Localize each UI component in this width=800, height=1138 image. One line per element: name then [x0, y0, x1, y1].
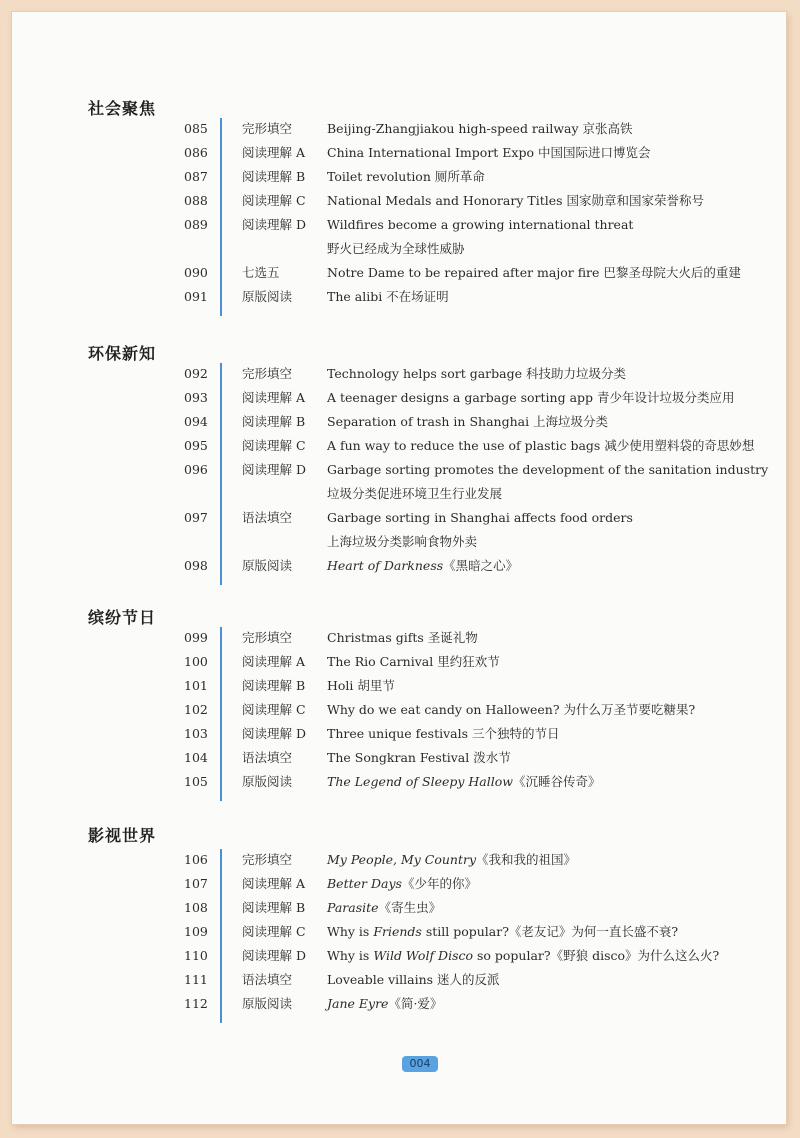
item-title-italic: The Legend of Sleepy Hallow [327, 774, 513, 789]
toc-row[interactable] [12, 944, 786, 968]
item-type: 原版阅读 [242, 558, 293, 573]
item-type: 完形填空 [242, 366, 293, 381]
item-type: 阅读理解 B [242, 900, 306, 915]
item-title: Technology helps sort garbage 科技助力垃圾分类 [327, 366, 626, 381]
item-number: 095 [184, 438, 208, 453]
item-title: Toilet revolution 厕所革命 [327, 169, 485, 184]
item-title: Three unique festivals 三个独特的节日 [327, 726, 560, 741]
item-title-italic: Parasite [327, 900, 379, 915]
item-title [327, 992, 442, 1016]
item-number: 108 [184, 900, 208, 915]
item-type: 原版阅读 [242, 996, 293, 1011]
item-title-pre: Why is [327, 924, 374, 939]
item-title: A fun way to reduce the use of plastic bags 减少使用塑料袋的奇思妙想 [327, 438, 755, 453]
item-number: 096 [184, 462, 208, 477]
item-title [327, 848, 576, 872]
toc-row-continuation [12, 482, 786, 506]
item-type: 阅读理解 D [242, 948, 306, 963]
item-title-rest: 《少年的你》 [401, 876, 477, 891]
item-number: 092 [184, 366, 208, 381]
page-number: 004 [402, 1056, 438, 1072]
item-type: 语法填空 [242, 972, 293, 987]
toc-row[interactable] [12, 992, 786, 1016]
item-type: 阅读理解 B [242, 678, 306, 693]
item-type: 阅读理解 B [242, 414, 306, 429]
item-title: Wildfires become a growing international threat [327, 217, 634, 232]
item-number: 109 [184, 924, 208, 939]
toc-row[interactable] [12, 848, 786, 872]
item-title: Christmas gifts 圣诞礼物 [327, 630, 478, 645]
toc-row[interactable] [12, 458, 786, 482]
item-number: 093 [184, 390, 208, 405]
item-type: 阅读理解 B [242, 169, 306, 184]
item-title [327, 872, 477, 896]
item-number: 102 [184, 702, 208, 717]
toc-row[interactable] [12, 285, 786, 309]
item-title: Loveable villains 迷人的反派 [327, 972, 500, 987]
item-title: The alibi 不在场证明 [327, 289, 449, 304]
toc-row[interactable] [12, 626, 786, 650]
item-type: 语法填空 [242, 510, 293, 525]
section-title: 影视世界 [88, 826, 157, 845]
item-type: 阅读理解 C [242, 924, 306, 939]
item-number: 085 [184, 121, 208, 136]
item-number: 104 [184, 750, 208, 765]
item-title [327, 896, 441, 920]
item-title-italic: Friends [373, 924, 422, 939]
item-title-rest: 《黑暗之心》 [443, 558, 519, 573]
item-title [327, 770, 601, 794]
item-title [327, 554, 518, 578]
toc-row[interactable] [12, 698, 786, 722]
item-title-rest: 《我和我的祖国》 [476, 852, 577, 867]
item-title-italic: Jane Eyre [327, 996, 389, 1011]
section-title: 社会聚焦 [88, 99, 157, 118]
section-title: 缤纷节日 [88, 608, 157, 627]
item-number: 098 [184, 558, 208, 573]
item-type: 完形填空 [242, 852, 293, 867]
item-number: 106 [184, 852, 208, 867]
item-number: 090 [184, 265, 208, 280]
item-title-italic: Wild Wolf Disco [373, 948, 474, 963]
item-title: The Songkran Festival 泼水节 [327, 750, 511, 765]
item-number: 105 [184, 774, 208, 789]
item-number: 099 [184, 630, 208, 645]
item-title: National Medals and Honorary Titles 国家勋章和国家荣誉称号 [327, 193, 705, 208]
toc-row[interactable] [12, 410, 786, 434]
toc-row-continuation [12, 530, 786, 554]
toc-row[interactable] [12, 872, 786, 896]
toc-row[interactable] [12, 674, 786, 698]
item-number: 111 [184, 972, 208, 987]
item-title-rest: 《寄生虫》 [378, 900, 442, 915]
item-title-rest: still popular?《老友记》为何一直长盛不衰? [421, 924, 679, 939]
item-type: 语法填空 [242, 750, 293, 765]
item-title-translation: 野火已经成为全球性威胁 [327, 241, 465, 256]
page [12, 12, 786, 1124]
toc-row[interactable] [12, 362, 786, 386]
item-type: 原版阅读 [242, 774, 293, 789]
item-title-italic: Better Days [327, 876, 402, 891]
item-title: Why do we eat candy on Halloween? 为什么万圣节要吃糖果? [327, 702, 696, 717]
item-type: 阅读理解 C [242, 438, 306, 453]
toc-row[interactable] [12, 117, 786, 141]
item-title-translation: 垃圾分类促进环境卫生行业发展 [327, 486, 503, 501]
item-title: Garbage sorting in Shanghai affects food orders [327, 510, 633, 525]
item-title-rest: 《简·爱》 [388, 996, 443, 1011]
toc-row[interactable] [12, 968, 786, 992]
toc-row-continuation [12, 237, 786, 261]
item-number: 094 [184, 414, 208, 429]
toc-row[interactable] [12, 141, 786, 165]
item-type: 阅读理解 A [242, 145, 306, 160]
item-title: Separation of trash in Shanghai 上海垃圾分类 [327, 414, 609, 429]
item-title: China International Import Expo 中国国际进口博览会 [327, 145, 651, 160]
item-title [327, 944, 719, 968]
toc-row[interactable] [12, 920, 786, 944]
item-title: Garbage sorting promotes the development of the sanitation industry [327, 462, 769, 477]
toc-row[interactable] [12, 386, 786, 410]
item-title [327, 920, 678, 944]
item-number: 112 [184, 996, 208, 1011]
toc-row[interactable] [12, 746, 786, 770]
item-type: 阅读理解 C [242, 193, 306, 208]
item-type: 阅读理解 A [242, 390, 306, 405]
item-number: 110 [184, 948, 208, 963]
item-type: 阅读理解 C [242, 702, 306, 717]
item-number: 097 [184, 510, 208, 525]
item-number: 100 [184, 654, 208, 669]
item-title-rest: 《沉睡谷传奇》 [512, 774, 601, 789]
item-title: Notre Dame to be repaired after major fire 巴黎圣母院大火后的重建 [327, 265, 741, 280]
item-number: 107 [184, 876, 208, 891]
toc-row[interactable] [12, 506, 786, 530]
item-type: 完形填空 [242, 630, 293, 645]
item-number: 086 [184, 145, 208, 160]
item-type: 七选五 [242, 265, 280, 280]
item-type: 阅读理解 D [242, 217, 306, 232]
item-title: A teenager designs a garbage sorting app 青少年设计垃圾分类应用 [327, 390, 735, 405]
item-type: 原版阅读 [242, 289, 293, 304]
item-title: Beijing-Zhangjiakou high-speed railway 京张高铁 [327, 121, 633, 136]
item-number: 103 [184, 726, 208, 741]
item-title-rest: so popular?《野狼 disco》为什么这么火? [473, 948, 720, 963]
item-title-italic: Heart of Darkness [327, 558, 444, 573]
item-type: 阅读理解 D [242, 726, 306, 741]
section-title: 环保新知 [88, 344, 157, 363]
item-type: 阅读理解 A [242, 654, 306, 669]
toc-row[interactable] [12, 554, 786, 578]
item-title: The Rio Carnival 里约狂欢节 [327, 654, 500, 669]
toc-row[interactable] [12, 650, 786, 674]
toc-row[interactable] [12, 189, 786, 213]
toc-row[interactable] [12, 165, 786, 189]
toc-row[interactable] [12, 722, 786, 746]
item-number: 087 [184, 169, 208, 184]
item-number: 091 [184, 289, 208, 304]
item-type: 阅读理解 A [242, 876, 306, 891]
toc-row[interactable] [12, 213, 786, 237]
item-type: 阅读理解 D [242, 462, 306, 477]
item-title: Holi 胡里节 [327, 678, 395, 693]
item-title-italic: My People, My Country [327, 852, 477, 867]
toc-row[interactable] [12, 896, 786, 920]
item-number: 089 [184, 217, 208, 232]
item-type: 完形填空 [242, 121, 293, 136]
toc-row[interactable] [12, 261, 786, 285]
item-title-translation: 上海垃圾分类影响食物外卖 [327, 534, 478, 549]
toc-row[interactable] [12, 770, 786, 794]
item-number: 088 [184, 193, 208, 208]
item-number: 101 [184, 678, 208, 693]
item-title-pre: Why is [327, 948, 374, 963]
toc-row[interactable] [12, 434, 786, 458]
